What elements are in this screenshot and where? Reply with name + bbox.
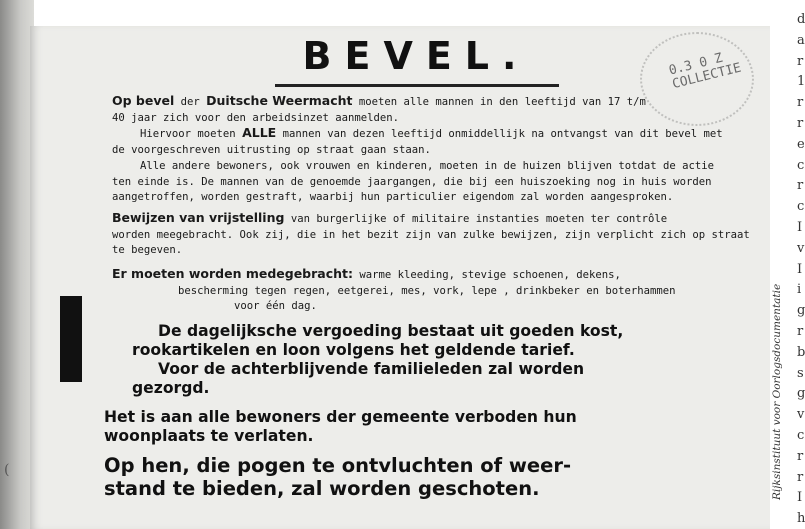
paragraph-order: Op bevel der Duitsche Weermacht moeten alle mannen in den leeftijd van 17 t/m 40 jaar zich voor den arbeidsinzet aanmelden.	[112, 93, 646, 124]
margin-letter: h	[797, 511, 805, 527]
paragraph-prohibition: Het is aan alle bewoners der gemeente verboden hun woonplaats te verlaten.	[104, 408, 577, 445]
photo-credit: Rijksinstituut voor Oorlogsdocumentatie	[771, 283, 783, 500]
paragraph-items-to-bring: Er moeten worden medegebracht: warme kleeding, stevige schoenen, dekens, bescherming tegen regen, eetgerei, mes, vork, lepe , drinkbeker en boterhammen voor één dag.	[112, 266, 676, 312]
title-underline	[275, 84, 559, 87]
margin-letter: e	[797, 136, 805, 152]
margin-letter: r	[797, 178, 804, 194]
margin-letter: s	[797, 365, 804, 381]
paragraph-compensation: De dagelijksche vergoeding bestaat uit goeden kost, rookartikelen en loon volgens het geldende tarief. Voor de achterblijvende familieleden zal worden gezorgd.	[132, 322, 624, 397]
margin-letter: a	[797, 32, 805, 48]
stamp-text: 0.3 0 Z COLLECTIE	[667, 50, 743, 93]
margin-letter: g	[797, 386, 805, 402]
paragraph-warning: Op hen, die pogen te ontvluchten of weer- stand te bieden, zal worden geschoten.	[104, 454, 572, 500]
bevel-poster	[30, 26, 770, 529]
margin-letter: r	[797, 448, 804, 464]
margin-letter: c	[797, 428, 805, 443]
margin-letter: g	[797, 303, 805, 319]
margin-letter: I	[797, 220, 803, 235]
bold-op-bevel: Op bevel	[112, 93, 175, 108]
margin-letter: v	[797, 407, 805, 423]
margin-letter: r	[797, 324, 804, 339]
margin-letter: r	[797, 116, 804, 131]
scan-left-edge	[0, 0, 34, 529]
margin-letter: r	[797, 53, 804, 69]
margin-letter: r	[797, 95, 804, 111]
margin-letter: v	[797, 240, 805, 256]
edge-mark: (	[4, 462, 10, 478]
poster-title: BEVEL.	[302, 34, 530, 78]
margin-letter: 1	[797, 74, 805, 90]
margin-letter: b	[797, 344, 805, 360]
black-block-mark	[60, 296, 82, 382]
archive-stamp	[640, 32, 754, 126]
margin-letter: c	[797, 157, 805, 173]
paragraph-other-residents: Alle andere bewoners, ook vrouwen en kinderen, moeten in de huizen blijven totdat de actie ten einde is. De mannen van de genoemde jaargangen, die bij een huiszoeking nog in huis worden aangetroffen, worden gestraft, waarbij hun particulier eigendom zal worden aangesproken.	[112, 160, 715, 203]
margin-letter: r	[797, 469, 804, 485]
margin-letter: I	[797, 490, 803, 506]
margin-letter: i	[797, 282, 802, 298]
bold-weermacht: Duitsche Weermacht	[206, 93, 353, 108]
paragraph-exemption: Bewijzen van vrijstelling van burgerlijke of militaire instanties moeten ter contrôle worden meegebracht. Ook zij, die in het bezit zijn van zulke bewijzen, zijn verplicht zich op straat te begeven.	[112, 210, 750, 256]
paragraph-all-men: Hiervoor moeten ALLE mannen van dezen leeftijd onmiddellijk na ontvangst van dit bevel met de voorgeschreven uitrusting op straat gaan staan.	[112, 125, 723, 156]
margin-letter: d	[797, 12, 805, 27]
margin-letter: I	[797, 261, 803, 277]
margin-letter: c	[797, 199, 805, 215]
